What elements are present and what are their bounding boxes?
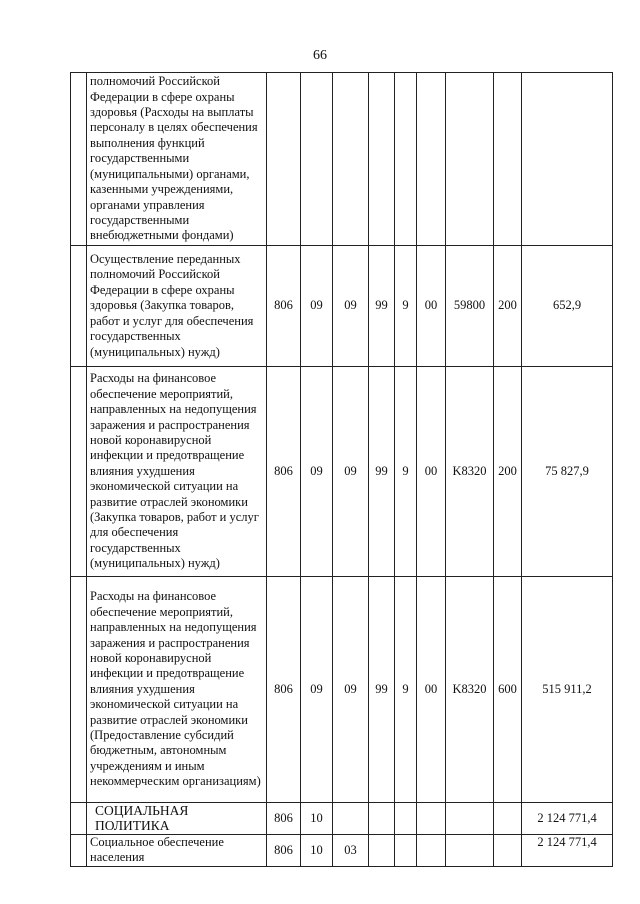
description-cell: СОЦИАЛЬНАЯ ПОЛИТИКА: [87, 803, 267, 835]
subsection-cell: 09: [333, 577, 369, 803]
target-article-part1-cell: 99: [369, 367, 395, 577]
subsection-cell: [333, 803, 369, 835]
table-row: [71, 367, 613, 577]
target-article-part3-cell: 00: [417, 367, 446, 577]
table-row: [71, 803, 613, 835]
target-article-part2-cell: [395, 73, 417, 246]
amount-cell: 2 124 771,4: [522, 834, 613, 866]
target-article-part3-cell: 00: [417, 577, 446, 803]
row-marker-cell: [71, 834, 87, 866]
ved-cell: 806: [267, 577, 301, 803]
amount-cell: 2 124 771,4: [522, 803, 613, 835]
expense-type-cell: [494, 803, 522, 835]
target-article-part2-cell: [395, 834, 417, 866]
amount-cell: 652,9: [522, 246, 613, 367]
target-article-part1-cell: 99: [369, 246, 395, 367]
row-marker-cell: [71, 73, 87, 246]
section-cell: 09: [301, 246, 333, 367]
row-marker-cell: [71, 577, 87, 803]
target-article-part3-cell: 00: [417, 246, 446, 367]
row-marker-cell: [71, 803, 87, 835]
table-row: [71, 577, 613, 803]
table-row: [71, 73, 613, 246]
target-article-part4-cell: [446, 803, 494, 835]
target-article-part2-cell: 9: [395, 577, 417, 803]
target-article-part1-cell: [369, 834, 395, 866]
subsection-cell: 03: [333, 834, 369, 866]
description-cell: Социальное обеспечение населения: [87, 834, 267, 866]
table-row: [71, 246, 613, 367]
section-cell: 09: [301, 367, 333, 577]
ved-cell: 806: [267, 246, 301, 367]
target-article-part2-cell: 9: [395, 246, 417, 367]
expense-type-cell: 600: [494, 577, 522, 803]
ved-cell: 806: [267, 367, 301, 577]
section-cell: 10: [301, 803, 333, 835]
subsection-cell: 09: [333, 367, 369, 577]
target-article-part3-cell: [417, 803, 446, 835]
subsection-cell: 09: [333, 246, 369, 367]
row-marker-cell: [71, 246, 87, 367]
target-article-part1-cell: [369, 73, 395, 246]
target-article-part1-cell: [369, 803, 395, 835]
description-cell: Осуществление переданных полномочий Российской Федерации в сфере охраны здоровья (Закупка товаров, работ и услуг для обеспечения государственных (муниципальных) нужд): [87, 246, 267, 367]
budget-table: [70, 72, 613, 867]
section-cell: 10: [301, 834, 333, 866]
table-row: [71, 834, 613, 866]
ved-cell: 806: [267, 803, 301, 835]
section-cell: 09: [301, 577, 333, 803]
amount-cell: [522, 73, 613, 246]
subsection-cell: [333, 73, 369, 246]
expense-type-cell: [494, 834, 522, 866]
target-article-part3-cell: [417, 73, 446, 246]
amount-cell: 75 827,9: [522, 367, 613, 577]
description-cell: полномочий Российской Федерации в сфере охраны здоровья (Расходы на выплаты персоналу в целях обеспечения выполнения функций государственными (муниципальными) органами, казенными учреждениями, органами управления государственными внебюджетными фондами): [87, 73, 267, 246]
target-article-part4-cell: K8320: [446, 577, 494, 803]
expense-type-cell: [494, 73, 522, 246]
expense-type-cell: 200: [494, 246, 522, 367]
row-marker-cell: [71, 367, 87, 577]
target-article-part4-cell: 59800: [446, 246, 494, 367]
ved-cell: 806: [267, 834, 301, 866]
target-article-part4-cell: K8320: [446, 367, 494, 577]
description-cell: Расходы на финансовое обеспечение мероприятий, направленных на недопущения заражения и распространения новой коронавирусной инфекции и предотвращение влияния ухудшения экономической ситуации на развитие отраслей экономики (Закупка товаров, работ и услуг для обеспечения государственных (муниципальных) нужд): [87, 367, 267, 577]
section-cell: [301, 73, 333, 246]
expense-type-cell: 200: [494, 367, 522, 577]
target-article-part3-cell: [417, 834, 446, 866]
target-article-part2-cell: [395, 803, 417, 835]
target-article-part4-cell: [446, 834, 494, 866]
ved-cell: [267, 73, 301, 246]
description-cell: Расходы на финансовое обеспечение мероприятий, направленных на недопущения заражения и распространения новой коронавирусной инфекции и предотвращение влияния ухудшения экономической ситуации на развитие отраслей экономики (Предоставление субсидий бюджетным, автономным учреждениям и иным некоммерческим организациям): [87, 577, 267, 803]
amount-cell: 515 911,2: [522, 577, 613, 803]
target-article-part2-cell: 9: [395, 367, 417, 577]
page-number: 66: [313, 48, 327, 63]
target-article-part4-cell: [446, 73, 494, 246]
target-article-part1-cell: 99: [369, 577, 395, 803]
